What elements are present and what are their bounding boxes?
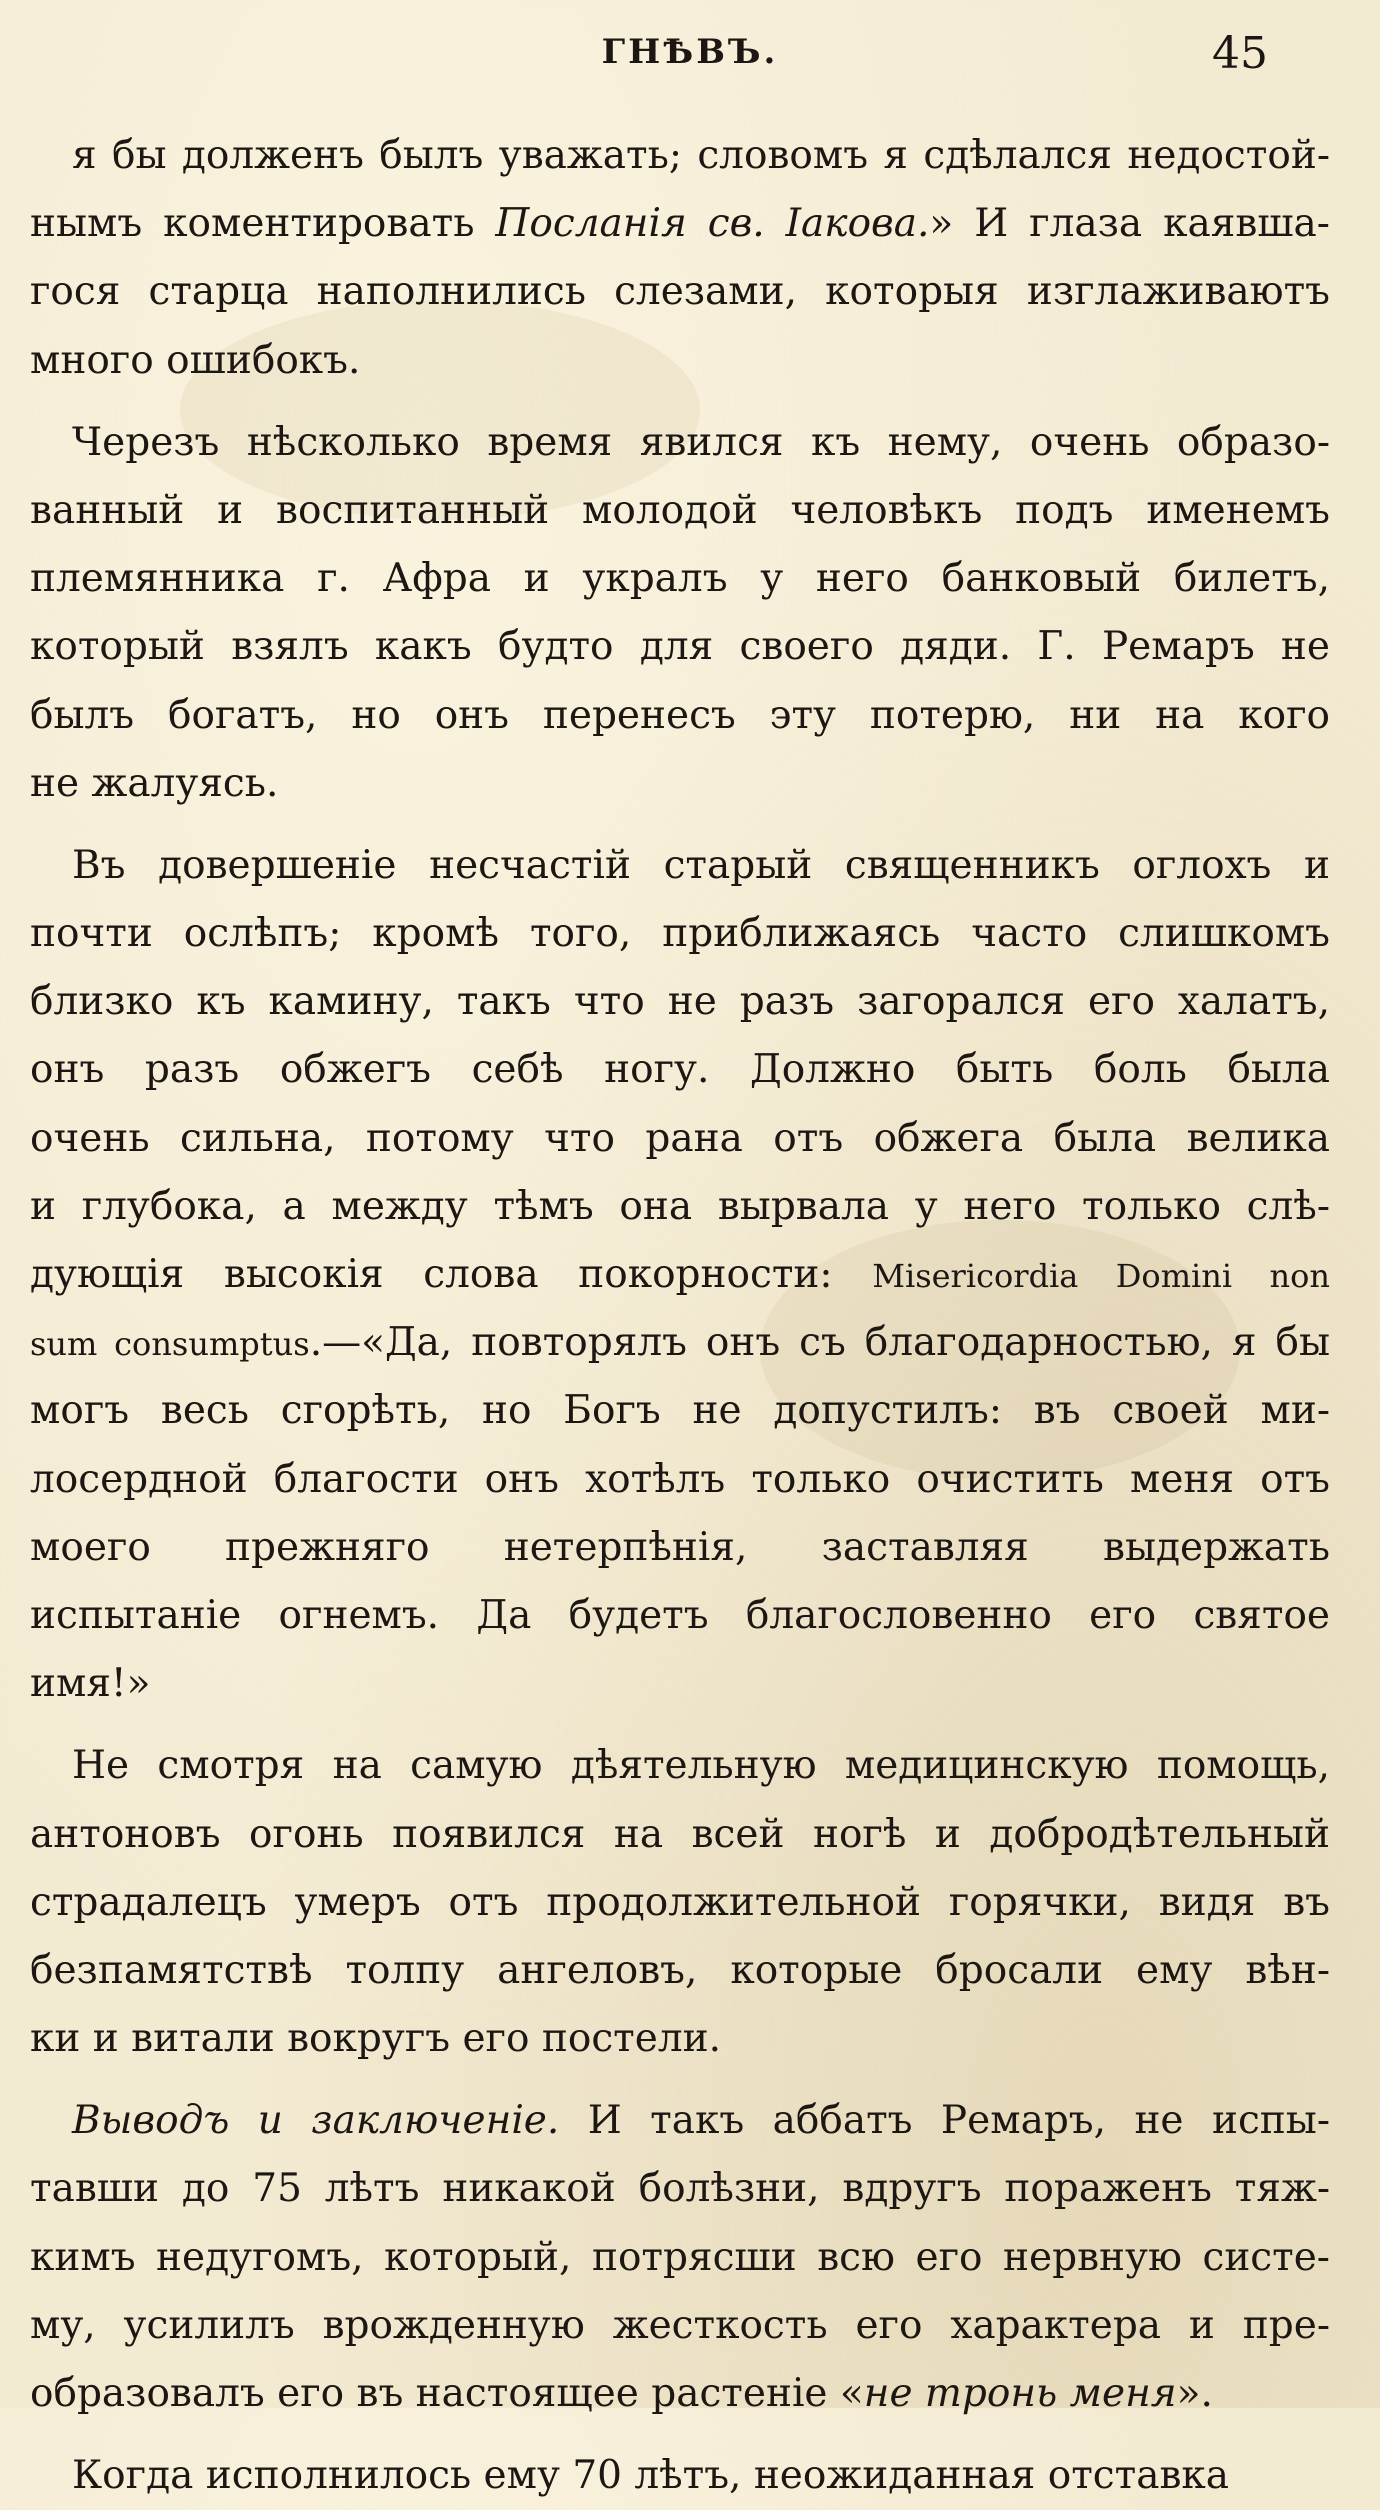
text-line [30,122,1330,190]
text-run: Когда исполнилось ему 70 лѣтъ, неожиданная отставка [72,2453,1230,2499]
paragraph [30,122,1330,395]
page-header [0,26,1380,86]
paragraph [30,2087,1330,2428]
latin-quote: sum consumptus [30,1325,310,1364]
text-line [30,1377,1330,1445]
text-line [30,613,1330,681]
text-run: много ошибокъ. [30,337,361,383]
text-run: .—«Да, повторялъ онъ съ благодарностью, я бы [309,1320,1330,1366]
text-run: былъ богатъ, но онъ перенесъ эту потерю, ни на кого [30,692,1330,738]
paragraph [30,409,1330,818]
text-run: моего прежняго нетерпѣнія, заставляя выдержать [30,1524,1330,1570]
text-run: племянника г. Афра и укралъ у него банковый билетъ, [30,556,1330,602]
text-run: я бы долженъ былъ уважать; словомъ я сдѣлался недостой- [72,133,1330,178]
text-line [30,2224,1330,2292]
text-line [30,190,1330,258]
text-run: почти ослѣпъ; кромѣ того, приближаясь часто слишкомъ [30,911,1330,957]
text-run: Въ довершеніе несчастій старый священникъ оглохъ и [72,842,1330,888]
text-line [30,545,1330,613]
latin-quote: Misericordia Domini non [872,1257,1330,1295]
text-run: нымъ коментировать [30,201,496,247]
text-run: страдалецъ умеръ отъ продолжительной горячки, видя въ [30,1879,1330,1925]
text-line [30,2155,1330,2223]
text-run: лосердной благости онъ хотѣлъ только очистить меня отъ [30,1456,1330,1502]
text-run: кимъ недугомъ, который, потрясши всю его нервную систе- [30,2234,1330,2280]
running-title: ГНѢВЪ. [601,32,779,72]
text-line [30,750,1330,818]
text-line [30,1309,1330,1377]
text-run: И такъ аббатъ Ремаръ, не испы- [559,2098,1330,2144]
text-line [30,327,1330,395]
text-line [30,900,1330,968]
paragraph [30,1732,1330,2073]
text-run: Не смотря на самую дѣятельную медицинскую помощь, [72,1743,1330,1789]
text-line [30,1582,1330,1650]
text-run: близко къ камину, такъ что не разъ загорался его халатъ, [30,979,1330,1025]
text-line [30,2005,1330,2073]
text-line [30,1801,1330,1869]
body-text [30,122,1330,2510]
text-line [30,2292,1330,2360]
text-line [30,832,1330,900]
text-line [30,1036,1330,1104]
text-line [30,477,1330,545]
text-line [30,1937,1330,2005]
text-line [30,1105,1330,1173]
text-line [30,1241,1330,1309]
text-run: очень сильна, потому что рана отъ обжега была велика [30,1115,1330,1161]
paragraph [30,2442,1330,2510]
text-line [30,968,1330,1036]
text-line [30,2442,1330,2510]
text-line [30,2360,1330,2428]
italic-run: не тронь меня [863,2371,1177,2416]
text-run: испытаніе огнемъ. Да будетъ благословенно его святое [30,1592,1330,1638]
text-run: онъ разъ обжегъ себѣ ногу. Должно быть боль была [30,1047,1330,1093]
text-run: образовалъ его въ настоящее растеніе « [30,2371,864,2416]
text-run: безпамятствѣ толпу ангеловъ, которые бросали ему вѣн- [30,1947,1330,1993]
text-run: » И глаза каявша- [929,201,1330,247]
italic-run: Посланія св. Іакова. [495,201,930,247]
text-line [30,1650,1330,1718]
text-run: который взялъ какъ будто для своего дяди. Г. Ремаръ не [30,624,1330,670]
text-run: му, усилилъ врожденную жесткость его характера и пре- [30,2302,1330,2348]
italic-run: Выводъ и заключеніе. [72,2098,560,2144]
text-run: тавши до 75 лѣтъ никакой болѣзни, вдругъ пораженъ тяж- [30,2166,1330,2212]
text-line [30,682,1330,750]
text-run: ванный и воспитанный молодой человѣкъ подъ именемъ [30,487,1330,533]
text-line [30,258,1330,326]
text-line [30,1446,1330,1514]
text-run: и глубока, а между тѣмъ она вырвала у него только слѣ- [30,1183,1330,1229]
text-run: дующія высокія слова покорности: [30,1252,873,1297]
page-number: 45 [1212,28,1268,79]
text-run: могъ весь сгорѣть, но Богъ не допустилъ: въ своей ми- [30,1388,1330,1434]
text-run: имя!» [30,1661,151,1707]
text-line [30,1173,1330,1241]
paragraph [30,832,1330,1718]
text-run: ». [1176,2371,1213,2416]
text-line [30,1732,1330,1800]
text-run: не жалуясь. [30,760,279,806]
text-line [30,409,1330,477]
text-line [30,1514,1330,1582]
text-line [30,2087,1330,2155]
text-run: антоновъ огонь появился на всей ногѣ и добродѣтельный [30,1811,1330,1857]
text-run: гося старца наполнились слезами, которыя изглаживаютъ [30,269,1330,315]
text-line [30,1869,1330,1937]
text-run: Черезъ нѣсколько время явился къ нему, очень образо- [72,419,1330,465]
text-run: ки и витали вокругъ его постели. [30,2016,721,2062]
